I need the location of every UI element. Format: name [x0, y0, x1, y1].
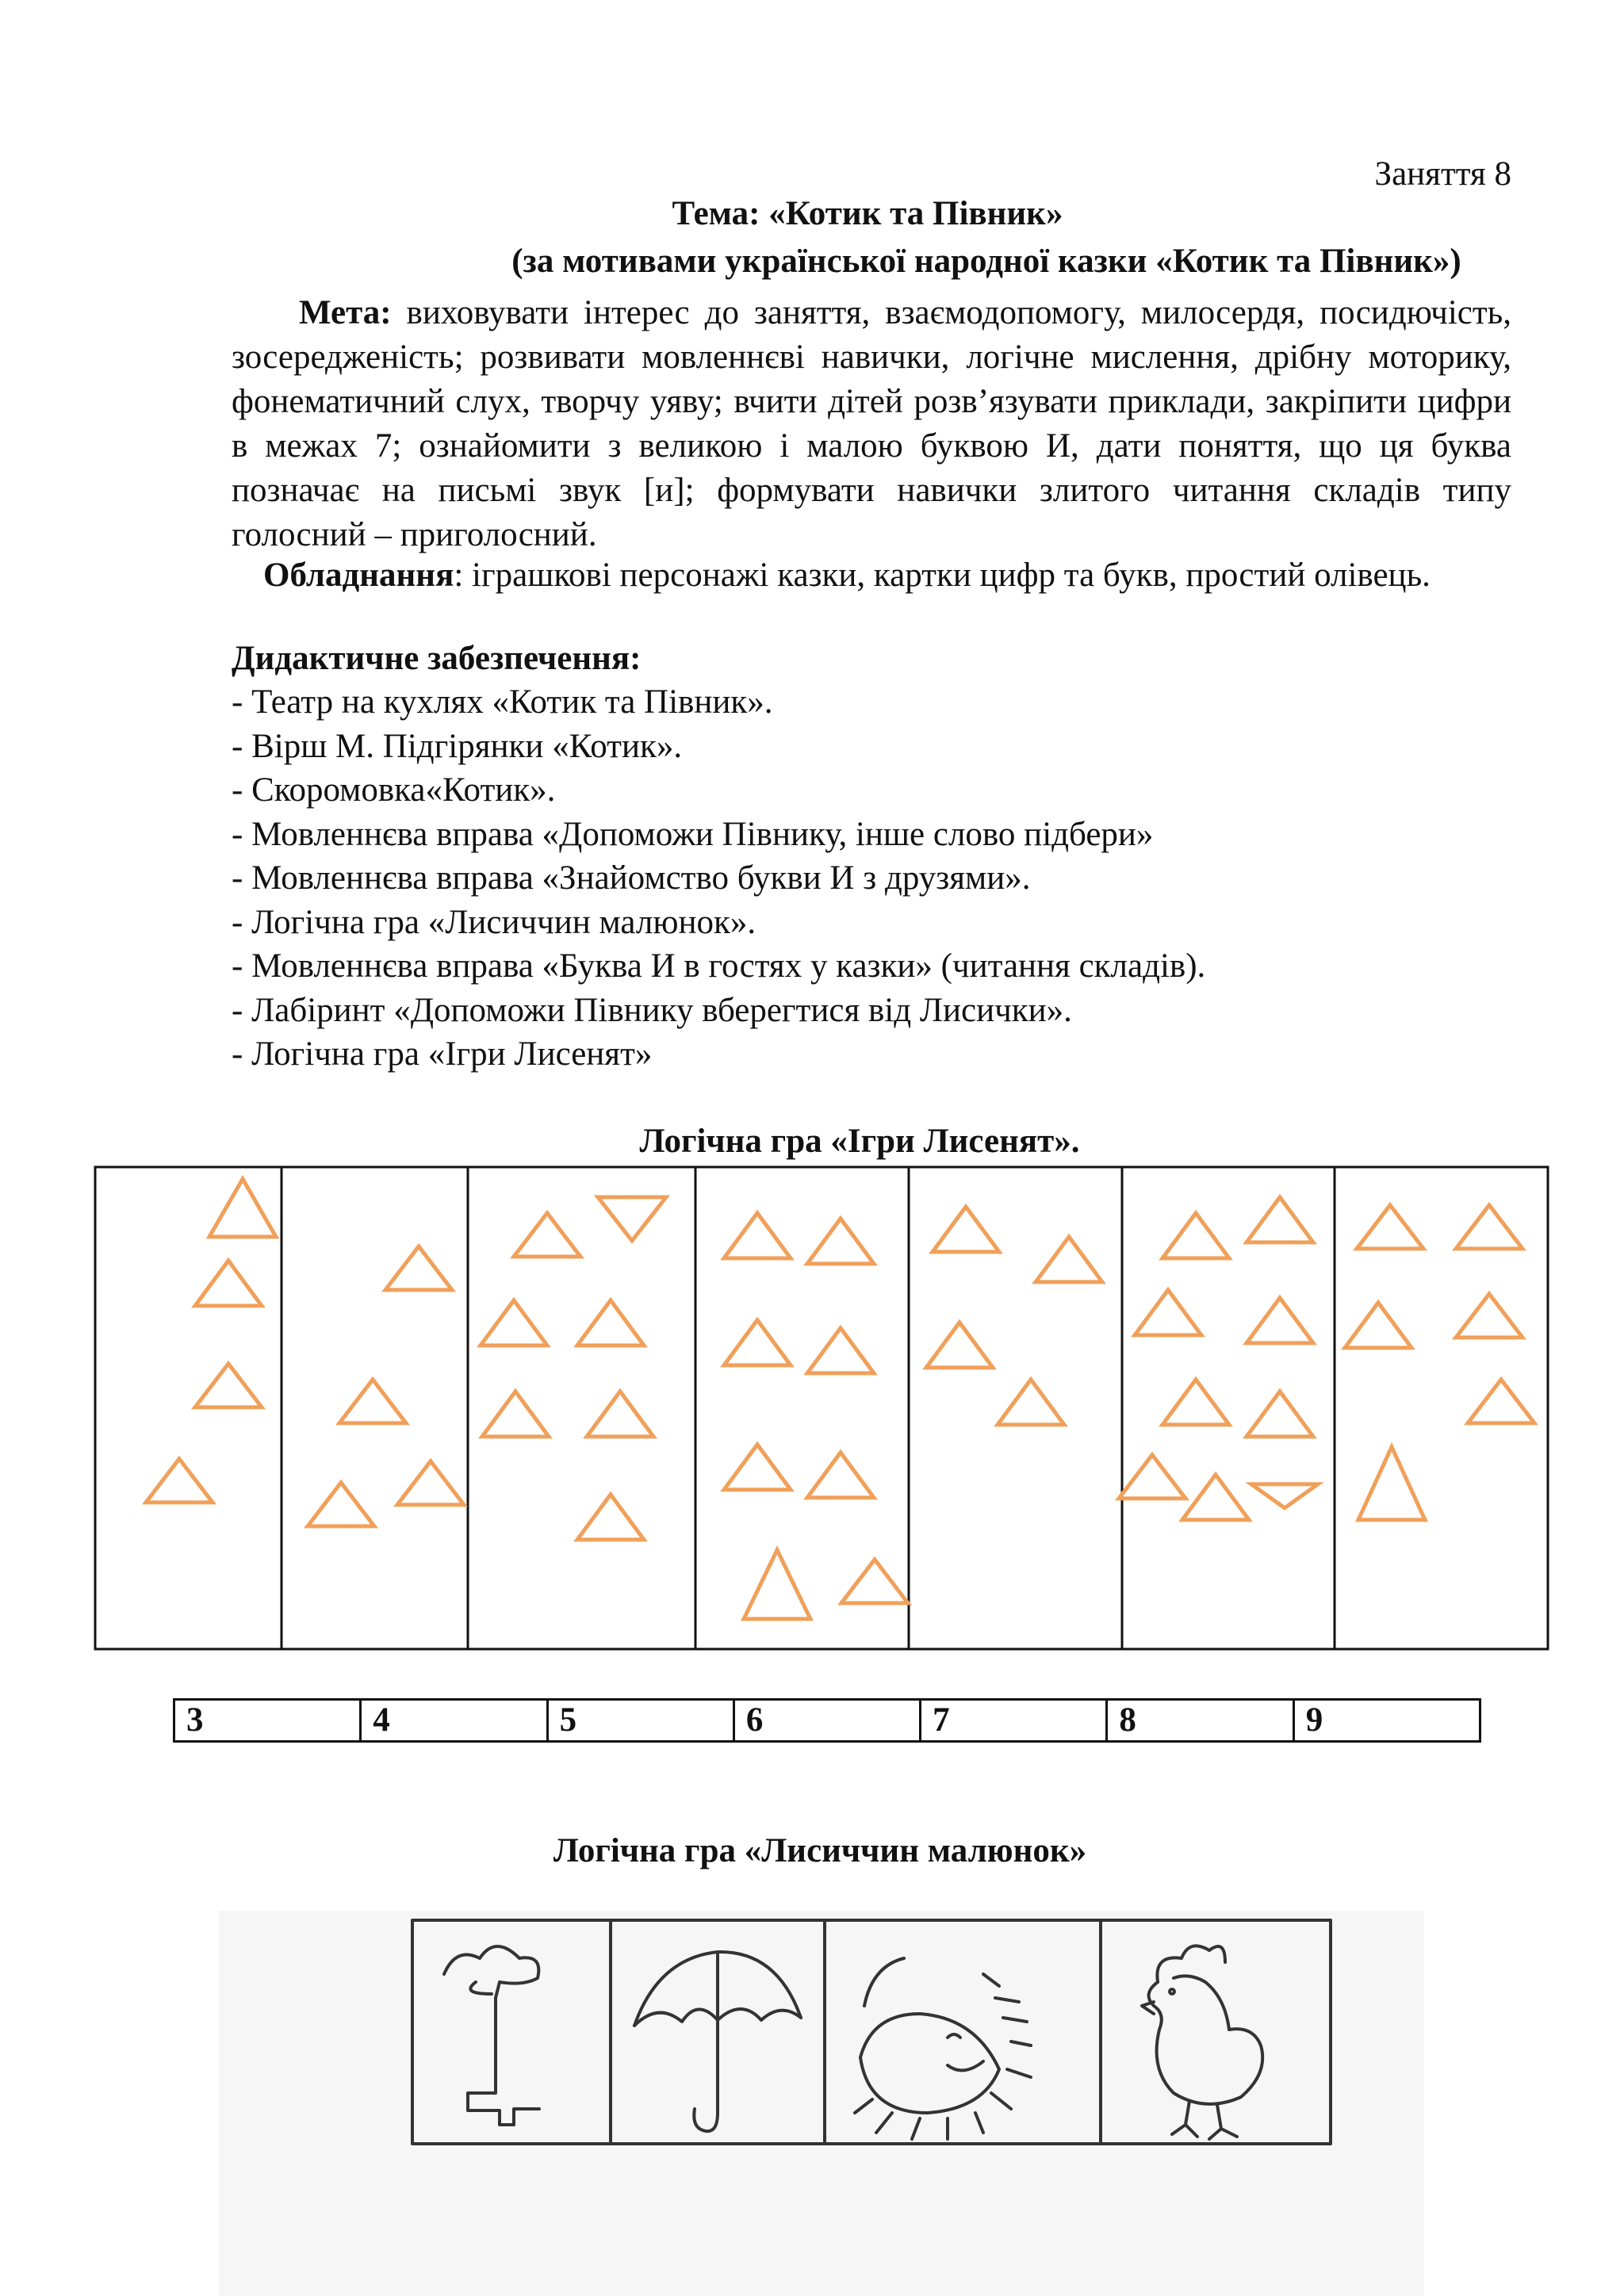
- game1-title: Логічна гра «Ігри Лисенят».: [639, 1123, 1080, 1160]
- didactic-heading: Дидактичне забезпечення:: [232, 640, 642, 677]
- list-item: - Лабіринт «Допоможи Півнику вберегтися від Лисички».: [232, 991, 1072, 1029]
- number-cell: 9: [1293, 1700, 1480, 1742]
- number-cell: 7: [921, 1700, 1107, 1742]
- lesson-label: Заняття 8: [1374, 155, 1511, 193]
- subtitle-heading: (за мотивами української народної казки «Котик та Півник»): [511, 243, 1461, 280]
- topic-heading: Тема: «Котик та Півник»: [672, 195, 1063, 232]
- goal-text: виховувати інтерес до заняття, взаємодопомогу, милосердя, посидючість, зосередженість; розвивати мовленнєві навички, логічне мислення, дрібну моторику, фонематичний слух, творчу уяву; вчити дітей розв’язувати приклади, закріпити цифри в межах 7; ознайомити з великою і малою буквою И, дати поняття, що ця буква позначає на письмі звук [и]; формувати навички злитого читання складів типу голосний – приголосний.: [232, 294, 1511, 553]
- equipment-label: Обладнання: [263, 557, 454, 594]
- number-cell: 4: [361, 1700, 547, 1742]
- number-cell: 8: [1107, 1700, 1293, 1742]
- list-item: - Мовленнєва вправа «Допоможи Півнику, інше слово підбери»: [232, 815, 1154, 853]
- number-cell: 3: [174, 1700, 361, 1742]
- number-cell: 5: [547, 1700, 733, 1742]
- goal-label: Мета:: [299, 294, 392, 331]
- list-item: - Вірш М. Підгірянки «Котик».: [232, 727, 683, 765]
- list-item: - Театр на кухлях «Котик та Півник».: [232, 683, 773, 721]
- list-item: - Мовленнєва вправа «Знайомство букви И з друзями».: [232, 859, 1031, 897]
- list-item: - Логічна гра «Ігри Лисенят»: [232, 1035, 653, 1073]
- game2-title: Логічна гра «Лисиччин малюнок»: [553, 1832, 1087, 1869]
- list-item: - Мовленнєва вправа «Буква И в гостях у казки» (читання складів).: [232, 947, 1206, 985]
- list-item: - Логічна гра «Лисиччин малюнок».: [232, 903, 756, 941]
- list-item: - Скоромовка«Котик».: [232, 771, 556, 809]
- equipment-text: : іграшкові персонажі казки, картки цифр та букв, простий олівець.: [454, 557, 1431, 594]
- number-cell: 6: [733, 1700, 920, 1742]
